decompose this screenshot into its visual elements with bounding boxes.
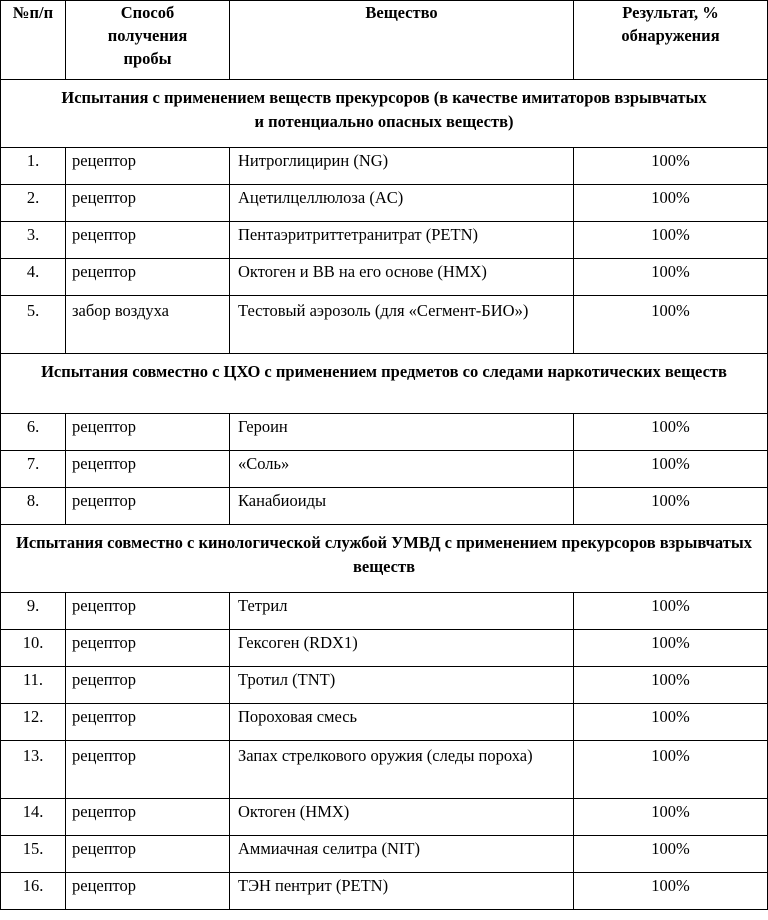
row-number: 1. bbox=[1, 148, 66, 185]
row-result: 100% bbox=[574, 296, 768, 354]
table-row bbox=[1, 414, 768, 451]
row-method: рецептор bbox=[66, 488, 230, 525]
row-method: рецептор bbox=[66, 667, 230, 704]
row-result: 100% bbox=[574, 799, 768, 836]
table-row bbox=[1, 451, 768, 488]
table-row bbox=[1, 185, 768, 222]
row-method: рецептор bbox=[66, 185, 230, 222]
row-result: 100% bbox=[574, 148, 768, 185]
row-number: 16. bbox=[1, 873, 66, 910]
row-substance: Пентаэритриттетранитрат (PETN) bbox=[230, 222, 574, 259]
row-number: 14. bbox=[1, 799, 66, 836]
row-method: рецептор bbox=[66, 704, 230, 741]
table-row bbox=[1, 488, 768, 525]
row-method: рецептор bbox=[66, 741, 230, 799]
row-result: 100% bbox=[574, 741, 768, 799]
table-row bbox=[1, 630, 768, 667]
row-result: 100% bbox=[574, 414, 768, 451]
section-title: Испытания совместно с ЦХО с применением предметов со следами наркотических веществ bbox=[1, 354, 768, 414]
row-number: 6. bbox=[1, 414, 66, 451]
table-row bbox=[1, 222, 768, 259]
table-row bbox=[1, 296, 768, 354]
row-substance: Тестовый аэрозоль (для «Сегмент-БИО») bbox=[230, 296, 574, 354]
table-row bbox=[1, 148, 768, 185]
table-row bbox=[1, 593, 768, 630]
row-result: 100% bbox=[574, 451, 768, 488]
header-row bbox=[1, 1, 768, 80]
table-row bbox=[1, 667, 768, 704]
row-number: 13. bbox=[1, 741, 66, 799]
row-method: забор воздуха bbox=[66, 296, 230, 354]
row-number: 12. bbox=[1, 704, 66, 741]
row-substance: «Соль» bbox=[230, 451, 574, 488]
table-row bbox=[1, 836, 768, 873]
row-result: 100% bbox=[574, 630, 768, 667]
row-result: 100% bbox=[574, 185, 768, 222]
row-method: рецептор bbox=[66, 836, 230, 873]
table-row bbox=[1, 704, 768, 741]
row-result: 100% bbox=[574, 593, 768, 630]
row-result: 100% bbox=[574, 704, 768, 741]
row-number: 8. bbox=[1, 488, 66, 525]
row-method: рецептор bbox=[66, 222, 230, 259]
section-row bbox=[1, 525, 768, 593]
row-substance: ТЭН пентрит (PETN) bbox=[230, 873, 574, 910]
row-result: 100% bbox=[574, 873, 768, 910]
row-number: 11. bbox=[1, 667, 66, 704]
row-method: рецептор bbox=[66, 873, 230, 910]
row-substance: Канабиоиды bbox=[230, 488, 574, 525]
col-header-method: Способ получения пробы bbox=[66, 1, 230, 80]
row-method: рецептор bbox=[66, 148, 230, 185]
row-result: 100% bbox=[574, 667, 768, 704]
row-number: 7. bbox=[1, 451, 66, 488]
row-number: 9. bbox=[1, 593, 66, 630]
col-header-substance: Вещество bbox=[230, 1, 574, 80]
row-substance: Октоген и ВВ на его основе (HMX) bbox=[230, 259, 574, 296]
row-number: 5. bbox=[1, 296, 66, 354]
row-result: 100% bbox=[574, 488, 768, 525]
col-header-number: №п/п bbox=[1, 1, 66, 80]
row-number: 10. bbox=[1, 630, 66, 667]
row-method: рецептор bbox=[66, 593, 230, 630]
row-number: 2. bbox=[1, 185, 66, 222]
section-row bbox=[1, 354, 768, 414]
table-row bbox=[1, 259, 768, 296]
section-title: Испытания совместно с кинологической службой УМВД с применением прекурсоров взрывчатых веществ bbox=[1, 525, 768, 593]
row-substance: Героин bbox=[230, 414, 574, 451]
row-number: 3. bbox=[1, 222, 66, 259]
row-result: 100% bbox=[574, 259, 768, 296]
row-number: 15. bbox=[1, 836, 66, 873]
table-row bbox=[1, 873, 768, 910]
row-result: 100% bbox=[574, 222, 768, 259]
row-method: рецептор bbox=[66, 630, 230, 667]
table-row bbox=[1, 741, 768, 799]
col-header-result: Результат, % обнаружения bbox=[574, 1, 768, 80]
row-method: рецептор bbox=[66, 451, 230, 488]
row-substance: Тетрил bbox=[230, 593, 574, 630]
row-substance: Аммиачная селитра (NIT) bbox=[230, 836, 574, 873]
row-method: рецептор bbox=[66, 259, 230, 296]
row-substance: Гексоген (RDX1) bbox=[230, 630, 574, 667]
row-method: рецептор bbox=[66, 799, 230, 836]
table-row bbox=[1, 799, 768, 836]
row-result: 100% bbox=[574, 836, 768, 873]
row-substance: Ацетилцеллюлоза (AC) bbox=[230, 185, 574, 222]
row-substance: Нитроглицирин (NG) bbox=[230, 148, 574, 185]
section-title: Испытания с применением веществ прекурсоров (в качестве имитаторов взрывчатых и потенциально опасных веществ) bbox=[1, 80, 768, 148]
section-row bbox=[1, 80, 768, 148]
row-method: рецептор bbox=[66, 414, 230, 451]
row-substance: Пороховая смесь bbox=[230, 704, 574, 741]
row-substance: Запах стрелкового оружия (следы пороха) bbox=[230, 741, 574, 799]
row-substance: Тротил (TNT) bbox=[230, 667, 574, 704]
row-substance: Октоген (HMX) bbox=[230, 799, 574, 836]
row-number: 4. bbox=[1, 259, 66, 296]
